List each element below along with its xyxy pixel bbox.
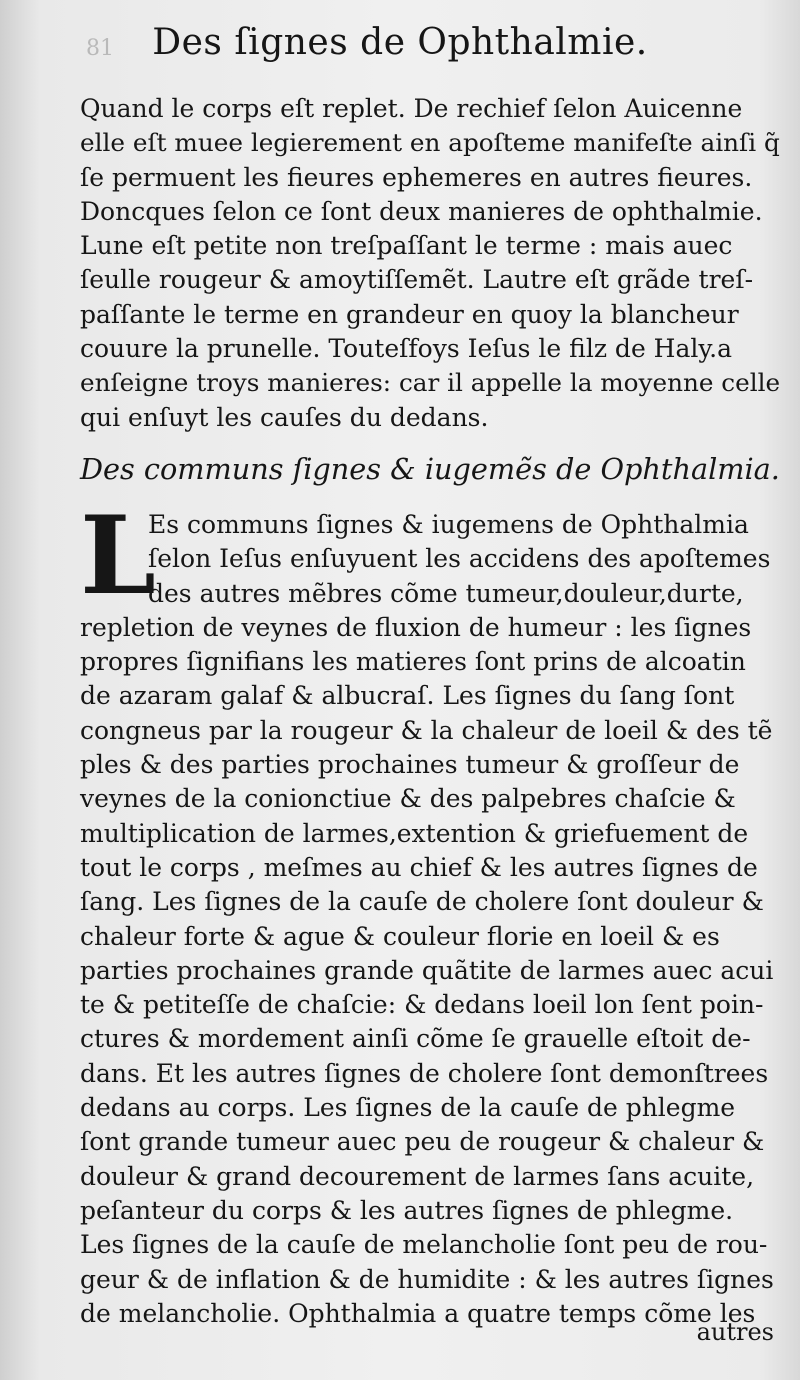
text-line: te & petiteſſe de chaſcie: & dedans loeil lon ſent poin- <box>80 990 764 1020</box>
text-line: Lune eſt petite non treſpaſſant le terme : mais auec <box>80 231 733 261</box>
text-line: ctures & mordement ainſi cõme ſe grauelle eſtoit de- <box>80 1024 751 1054</box>
text-line: douleur & grand decourement de larmes ſans acuite, <box>80 1161 755 1191</box>
text-line: ples & des parties prochaines tumeur & groſſeur de <box>80 750 740 780</box>
text-line: elle eſt muee legierement en apoſteme manifeſte ainſi q̃ <box>80 128 780 158</box>
text-line: des autres mẽbres cõme tumeur,douleur,durte, <box>148 578 744 608</box>
text-line: congneus par la rougeur & la chaleur de loeil & des tẽ <box>80 715 773 745</box>
text-line: chaleur forte & ague & couleur florie en loeil & es <box>80 921 720 951</box>
text-line: de azaram galaf & albucraſ. Les ſignes du ſang ſont <box>80 681 735 711</box>
paragraph-1 <box>80 92 780 435</box>
text-line: Es communs ſignes & iugemens de Ophthalmia <box>148 510 749 539</box>
text-line: ſont grande tumeur auec peu de rougeur & chaleur & <box>80 1127 765 1157</box>
text-line: propres ſignifians les matieres ſont prins de alcoatin <box>80 647 746 677</box>
text-line: dans. Et les autres ſignes de cholere ſont demonſtrees <box>80 1058 769 1088</box>
text-line: multiplication de larmes,extention & griefuement de <box>80 818 749 848</box>
text-line: Quand le corps eſt replet. De rechief ſelon Auicenne <box>80 94 743 123</box>
text-line: ſang. Les ſignes de la cauſe de cholere ſont douleur & <box>80 887 764 917</box>
page-number: 81 <box>86 36 114 61</box>
text-line: ſeulle rougeur & amoytiſſemẽt. Lautre eſt grãde treſ- <box>80 265 754 295</box>
text-line: Doncques ſelon ce ſont deux manieres de ophthalmie. <box>80 196 763 226</box>
text-line: ſe permuent les fieures ephemeres en autres fieures. <box>80 162 753 192</box>
paragraph-2 <box>80 493 780 1331</box>
text-line: Les ſignes de la cauſe de melancholie ſont peu de rou- <box>80 1230 768 1260</box>
text-line: veynes de la conionctiue & des palpebres chaſcie & <box>80 784 736 814</box>
text-line: enſeigne troys manieres: car il appelle la moyenne celle <box>80 368 781 398</box>
text-line: repletion de veynes de fluxion de humeur : les ſignes <box>80 612 752 642</box>
section-heading: Des communs ſignes & iugemẽs de Ophthalmia. <box>80 452 780 486</box>
text-line: qui enſuyt les cauſes du dedans. <box>80 402 489 432</box>
text-line: paſſante le terme en grandeur en quoy la blancheur <box>80 299 739 329</box>
text-line: peſanteur du corps & les autres ſignes de phlegme. <box>80 1195 734 1225</box>
catchword: autres <box>696 1318 774 1346</box>
text-line: geur & de inflation & de humidite : & les autres ſignes <box>80 1264 774 1294</box>
text-line: tout le corps , meſmes au chief & les autres ſignes de <box>80 852 758 882</box>
text-line: dedans au corps. Les ſignes de la cauſe de phlegme <box>80 1093 736 1123</box>
text-line: ſelon Ieſus enſuyuent les accidens des apoſtemes <box>148 544 771 574</box>
text-line: de melancholie. Ophthalmia a quatre temps cõme les <box>80 1298 756 1328</box>
drop-cap-initial: L <box>80 493 156 619</box>
text-line: parties prochaines grande quãtite de larmes auec acui <box>80 955 774 985</box>
text-line: couure la prunelle. Touteſfoys Ieſus le filz de Haly.a <box>80 334 733 364</box>
running-head: Des ſignes de Ophthalmie. <box>152 22 648 63</box>
